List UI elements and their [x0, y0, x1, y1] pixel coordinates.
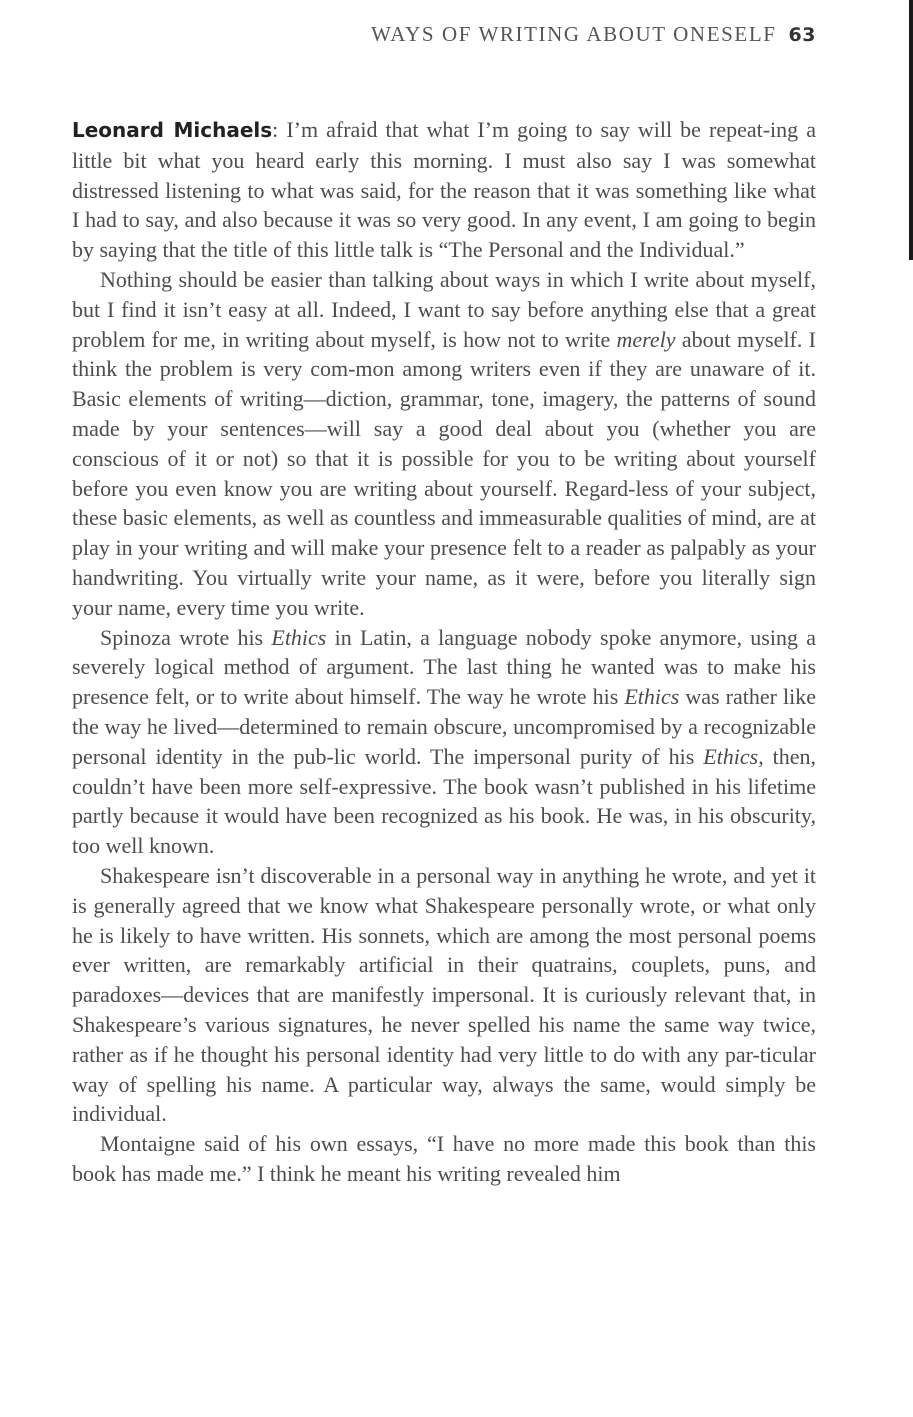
paragraph-3-text-d: , then, couldn’t have been more self-expressive. The book wasn’t published in his lifetime partly because it would have been recognized as his book. He was, in his obscurity, too well known. — [72, 743, 816, 859]
paragraph-2-text-a: Nothing should be easier than talking about ways in which I write about myself, but I find it isn’t easy at all. Indeed, I want to say before anything else that a great problem for me, in writing about myself, is how not to write — [72, 266, 816, 352]
paragraph-5: Montaigne said of his own essays, “I have no more made this book than this book has made me.” I think he meant his writing revealed him — [72, 1131, 816, 1186]
paragraph-2-text-b: about myself. I think the problem is very com-mon among writers even if they are unaware of it. Basic elements of writing—diction, grammar, tone, imagery, the patterns of sound made by your sentences—will say a good deal about you (whether you are conscious of it or not) so that it is possible for you to be writing about yourself before you even know you are writing about yourself. Regard-less of your subject, these basic elements, as well as countless and immeasurable qualities of mind, are at play in your writing and will make your presence felt to a reader as palpably as your handwriting. You virtually write your name, as it were, before you literally sign your name, every time you write. — [72, 326, 816, 620]
emphasis-ethics-3: Ethics — [703, 743, 759, 769]
paragraph-3-text-c: was rather like the way he lived—determined to remain obscure, uncompromised by a recognizable personal identity in the pub-lic world. The impersonal purity of his — [72, 684, 817, 769]
page-number: 63 — [788, 24, 816, 46]
page-edge-line — [909, 0, 913, 260]
body-text — [72, 115, 816, 1189]
emphasis-ethics-1: Ethics — [271, 624, 327, 650]
emphasis-ethics-2: Ethics — [624, 684, 680, 710]
running-head-title: WAYS OF WRITING ABOUT ONESELF — [371, 22, 777, 46]
paragraph-1 — [72, 115, 816, 265]
paragraph-1-text: : I’m afraid that what I’m going to say will be repeat-ing a little bit what you heard early this morning. I must also say I was somewhat distressed listening to what was said, for the reason that it was something like what I had to say, and also because it was so very good. In any event, I am going to begin by saying that the title of this little talk is “The Personal and the Individual.” — [72, 117, 816, 263]
paragraph-3 — [72, 623, 816, 861]
paragraph-4: Shakespeare isn’t discoverable in a personal way in anything he wrote, and yet it is generally agreed that we know what Shakespeare personally wrote, or what only he is likely to have written. His sonnets, which are among the most personal poems ever written, are remarkably artificial in their quatrains, couplets, puns, and paradoxes—devices that are manifestly impersonal. It is curiously relevant that, in Shakespeare’s various signatures, he never spelled his name the same way twice, rather as if he thought his personal identity had very little to do with any par-ticular way of spelling his name. A particular way, always the same, would simply be individual. — [72, 862, 816, 1127]
paragraph-2 — [72, 265, 816, 623]
paragraph-3-text-b: in Latin, a language nobody spoke anymore, using a severely logical method of argument. The last thing he wanted was to make his presence felt, or to write about himself. The way he wrote his — [72, 624, 816, 710]
speaker-name: Leonard Michaels — [72, 118, 273, 142]
running-head — [371, 22, 816, 47]
paragraph-3-text-a: Spinoza wrote his — [100, 624, 272, 650]
emphasis-merely: merely — [616, 326, 676, 352]
